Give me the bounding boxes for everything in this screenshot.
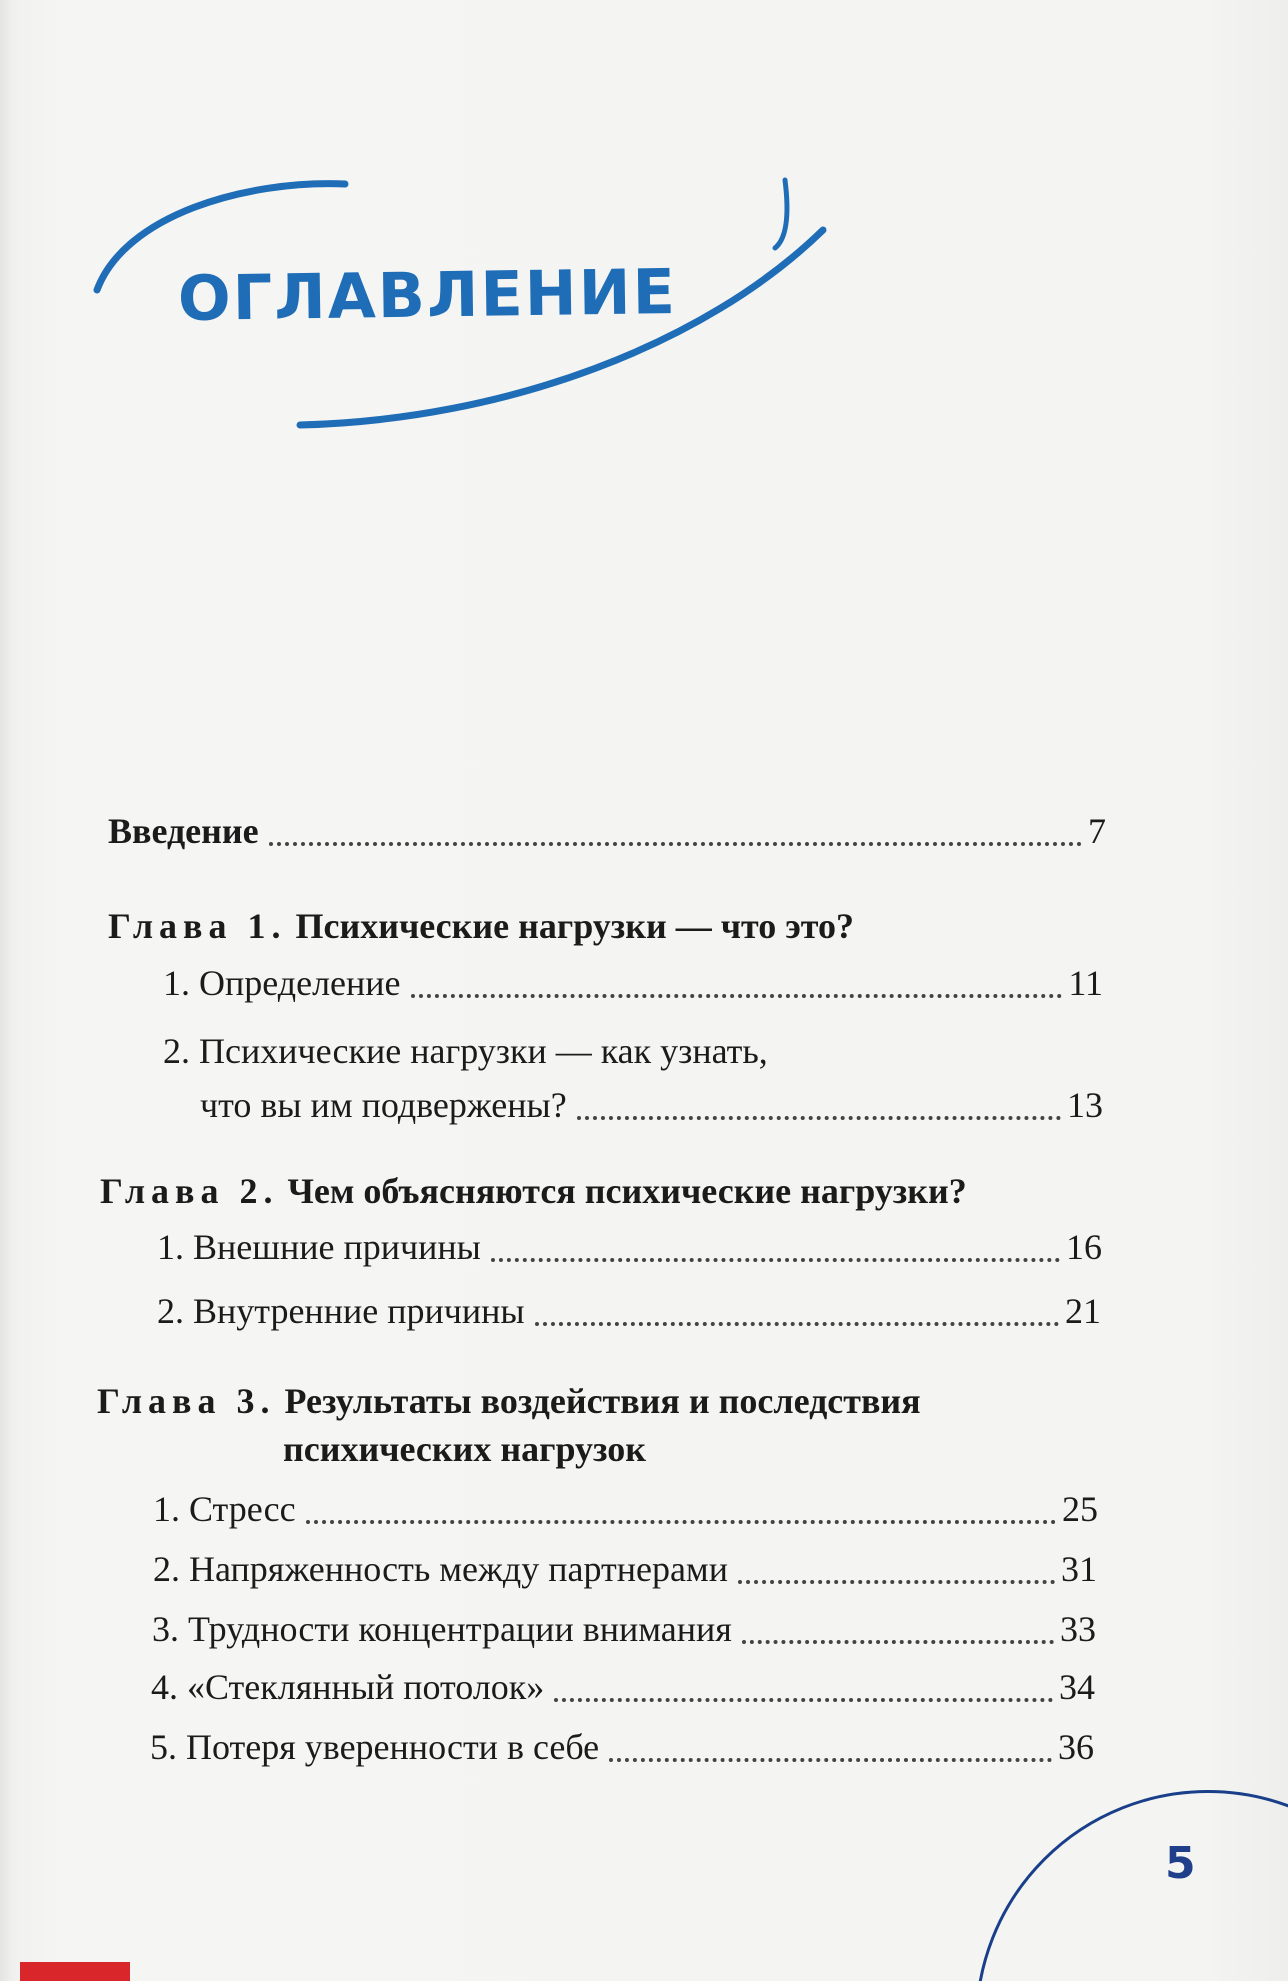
- toc-entry-label: 4. «Стеклянный потолок»: [151, 1667, 545, 1707]
- toc-entry[interactable]: [157, 1226, 1102, 1268]
- chapter-3-title-line2: психических нагрузок: [283, 1429, 647, 1469]
- toc-entry[interactable]: [152, 1608, 1096, 1650]
- toc-entry[interactable]: [200, 1084, 1103, 1126]
- toc-page-number: 11: [1068, 963, 1103, 1003]
- toc-intro[interactable]: [108, 810, 1106, 852]
- toc-page-number: 7: [1088, 811, 1106, 851]
- page-number: 5: [1165, 1838, 1196, 1889]
- leader-dots: [535, 1322, 1059, 1326]
- show-through: [560, 75, 566, 102]
- toc-entry-label: 2. Напряженность между партнерами: [153, 1549, 728, 1589]
- leader-dots: [411, 994, 1063, 998]
- chapter-3-title-line1: Результаты воздействия и последствия: [284, 1381, 921, 1421]
- chapter-2-title: Чем объясняются психические нагрузки?: [287, 1171, 967, 1211]
- chapter-3-heading[interactable]: [97, 1380, 921, 1422]
- page-number-circle: [975, 1790, 1288, 1981]
- chapter-1-title: Психические нагрузки — что это?: [295, 906, 854, 946]
- leader-dots: [577, 1116, 1061, 1120]
- toc-page-number: 13: [1067, 1085, 1103, 1125]
- toc-page-number: 25: [1062, 1489, 1098, 1529]
- leader-dots: [738, 1580, 1055, 1584]
- toc-entry-line1: 2. Психические нагрузки — как узнать,: [163, 1031, 768, 1071]
- toc-entry-label: 1. Стресс: [153, 1489, 296, 1529]
- toc-entry[interactable]: [150, 1726, 1094, 1768]
- red-edge-mark: [20, 1962, 130, 1981]
- toc-entry[interactable]: [153, 1488, 1098, 1530]
- toc-entry-label: 1. Определение: [163, 963, 401, 1003]
- leader-dots: [269, 842, 1082, 846]
- toc-entry-label: что вы им подвержены?: [200, 1085, 567, 1125]
- toc-entry-label: 5. Потеря уверенности в себе: [150, 1727, 600, 1767]
- leader-dots: [554, 1698, 1053, 1702]
- toc-entry-label: 3. Трудности концентрации внимания: [152, 1609, 732, 1649]
- toc-page-number: 33: [1060, 1609, 1096, 1649]
- toc-intro-label: Введение: [108, 811, 259, 851]
- toc-entry[interactable]: [157, 1290, 1101, 1332]
- chapter-2-heading[interactable]: [100, 1170, 967, 1212]
- toc-entry[interactable]: [163, 962, 1103, 1004]
- toc-page-number: 34: [1059, 1667, 1095, 1707]
- toc-page-number: 31: [1061, 1549, 1097, 1589]
- chapter-2-prefix: Глава 2.: [100, 1171, 279, 1211]
- toc-page-number: 21: [1065, 1291, 1101, 1331]
- leader-dots: [491, 1258, 1060, 1262]
- chapter-1-heading[interactable]: [108, 905, 854, 947]
- toc-entry[interactable]: [151, 1666, 1095, 1708]
- leader-dots: [306, 1520, 1056, 1524]
- page-title: ОГЛАВЛЕНИЕ: [177, 255, 678, 335]
- leader-dots: [609, 1758, 1052, 1762]
- toc-page-number: 16: [1066, 1227, 1102, 1267]
- toc-page-number: 36: [1058, 1727, 1094, 1767]
- chapter-3-prefix: Глава 3.: [97, 1381, 276, 1421]
- chapter-1-prefix: Глава 1.: [108, 906, 287, 946]
- leader-dots: [742, 1640, 1054, 1644]
- toc-entry[interactable]: [153, 1548, 1097, 1590]
- toc-entry-label: 2. Внутренние причины: [157, 1291, 525, 1331]
- toc-entry-label: 1. Внешние причины: [157, 1227, 481, 1267]
